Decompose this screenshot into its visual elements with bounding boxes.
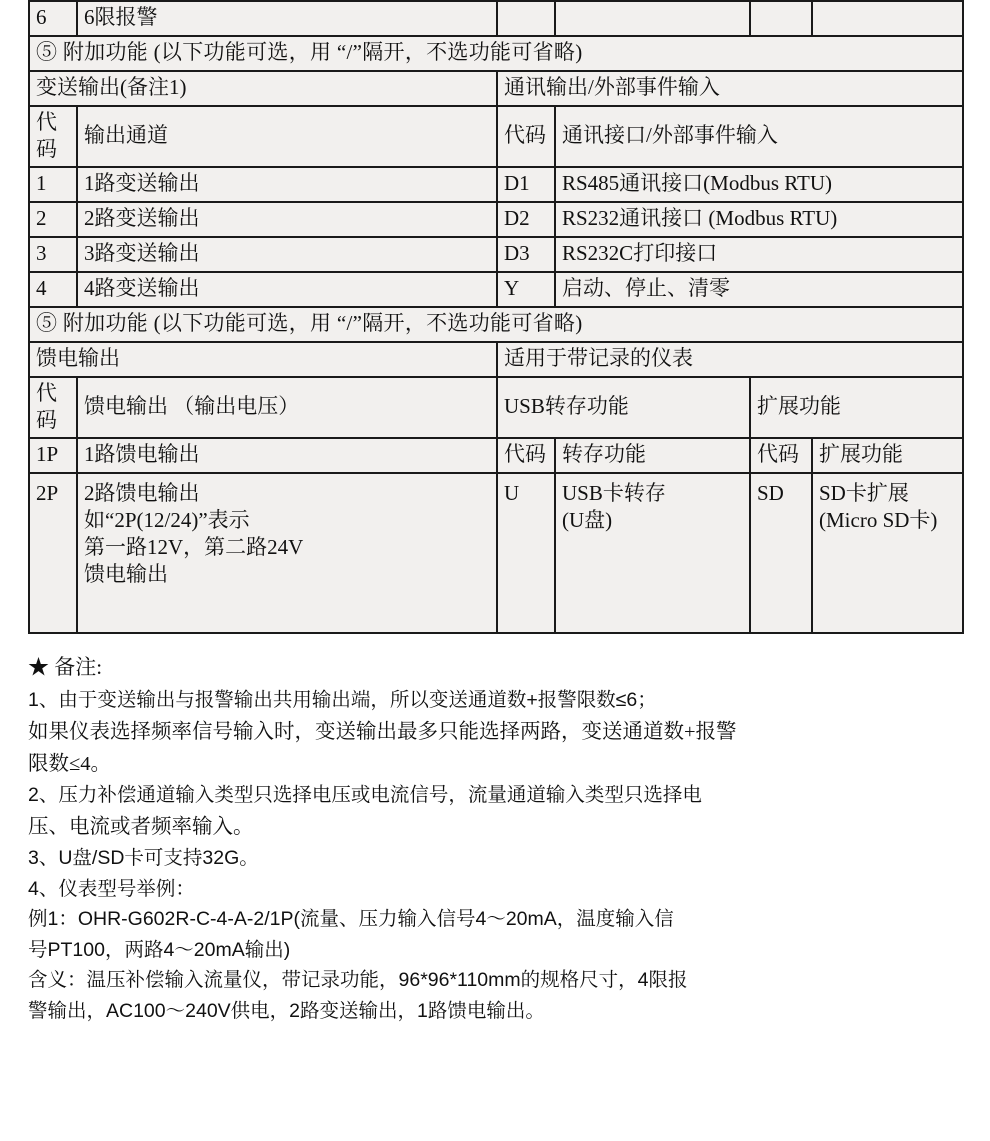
empty-cell-a xyxy=(497,1,555,36)
feed-voltage-header: 馈电输出 （输出电压） xyxy=(77,377,497,439)
notes-section xyxy=(28,652,962,1026)
note-line: 限数≤4。 xyxy=(28,752,112,775)
transmit-row-code: 3 xyxy=(29,237,77,272)
feed-row-code: 1P xyxy=(29,438,77,473)
expansion-title: 扩展功能 xyxy=(750,377,963,439)
transmit-row-name: 3路变送输出 xyxy=(77,237,497,272)
comm-row-name: 启动、停止、清零 xyxy=(555,272,963,307)
note-line: 3、U盘/SD卡可支持32G。 xyxy=(28,846,259,869)
usb-row-line-2: (U盘) xyxy=(562,508,613,533)
table-row xyxy=(29,167,963,202)
transmit-output-title: 变送输出(备注1) xyxy=(29,71,497,106)
feed-row2-name xyxy=(77,473,497,633)
note-line: 2、压力补偿通道输入类型只选择电压或电流信号，流量通道输入类型只选择电 xyxy=(28,784,702,807)
comm-row-code: D1 xyxy=(497,167,555,202)
sd-row-name xyxy=(812,473,963,633)
sd-row-line-2: (Micro SD卡) xyxy=(819,508,938,533)
sd-row-code: SD xyxy=(750,473,812,633)
usb-function-header: 转存功能 xyxy=(555,438,750,473)
expansion-function-header: 扩展功能 xyxy=(812,438,963,473)
feed-row2-code: 2P xyxy=(29,473,77,633)
comm-row-code: D2 xyxy=(497,202,555,237)
comm-row-name: RS232C打印接口 xyxy=(555,237,963,272)
feed-output-title: 馈电输出 xyxy=(29,342,497,377)
transmit-code-header: 代码 xyxy=(29,106,77,168)
note-line: 警输出，AC100～240V供电，2路变送输出，1路馈电输出。 xyxy=(28,1000,545,1022)
sd-row-line-1: SD卡扩展 xyxy=(819,481,909,506)
notes-heading: ★ 备注: xyxy=(28,655,103,680)
transmit-row-code: 1 xyxy=(29,167,77,202)
transmit-row-name: 2路变送输出 xyxy=(77,202,497,237)
expansion-code-header: 代码 xyxy=(750,438,812,473)
comm-code-header: 代码 xyxy=(497,106,555,168)
empty-cell-b xyxy=(555,1,750,36)
alarm-code-cell: 6 xyxy=(29,1,77,36)
table-row xyxy=(29,272,963,307)
alarm-label-cell: 6限报警 xyxy=(77,1,497,36)
table-row xyxy=(29,438,963,473)
note-line: 1、由于变送输出与报警输出共用输出端，所以变送通道数+报警限数≤6； xyxy=(28,689,657,712)
note-line: 号PT100，两路4～20mA输出) xyxy=(28,938,291,961)
feed-row2-line-3: 第一路12V，第二路24V xyxy=(84,535,304,559)
comm-row-code: Y xyxy=(497,272,555,307)
comm-output-title: 通讯输出/外部事件输入 xyxy=(497,71,963,106)
section-title-additional-functions-1: ⑤ 附加功能 (以下功能可选，用 “/”隔开，不选功能可省略) xyxy=(29,36,963,71)
note-line: 4、仪表型号举例： xyxy=(28,877,195,900)
feed-row2-line-1: 2路馈电输出 xyxy=(84,481,200,506)
note-line: 含义：温压补偿输入流量仪，带记录功能，96*96*110mm的规格尺寸，4限报 xyxy=(28,969,688,992)
specification-table xyxy=(28,0,964,634)
feed-row2-line-2: 如“2P(12/24)”表示 xyxy=(84,508,250,533)
comm-row-name: RS485通讯接口(Modbus RTU) xyxy=(555,167,963,202)
feed-row2-line-4: 馈电输出 xyxy=(84,561,168,586)
table-row xyxy=(29,237,963,272)
transmit-row-code: 2 xyxy=(29,202,77,237)
comm-row-code: D3 xyxy=(497,237,555,272)
table-row xyxy=(29,1,963,36)
usb-row-line-1: USB卡转存 xyxy=(562,481,666,506)
feed-row-name: 1路馈电输出 xyxy=(77,438,497,473)
table-row xyxy=(29,377,963,439)
table-row xyxy=(29,36,963,71)
comm-interface-header: 通讯接口/外部事件输入 xyxy=(555,106,963,168)
usb-code-header: 代码 xyxy=(497,438,555,473)
table-row xyxy=(29,342,963,377)
usb-row-code: U xyxy=(497,473,555,633)
section-title-additional-functions-2: ⑤ 附加功能 (以下功能可选，用 “/”隔开，不选功能可省略) xyxy=(29,307,963,342)
table-row xyxy=(29,202,963,237)
empty-cell-d xyxy=(812,1,963,36)
note-line: 如果仪表选择频率信号输入时，变送输出最多只能选择两路，变送通道数+报警 xyxy=(28,720,737,743)
recorder-applicable-title: 适用于带记录的仪表 xyxy=(497,342,963,377)
empty-cell-c xyxy=(750,1,812,36)
usb-transfer-title: USB转存功能 xyxy=(497,377,750,439)
transmit-channel-header: 输出通道 xyxy=(77,106,497,168)
transmit-row-code: 4 xyxy=(29,272,77,307)
usb-row-name xyxy=(555,473,750,633)
table-row xyxy=(29,307,963,342)
note-line: 压、电流或者频率输入。 xyxy=(28,815,254,838)
comm-row-name: RS232通讯接口 (Modbus RTU) xyxy=(555,202,963,237)
transmit-row-name: 1路变送输出 xyxy=(77,167,497,202)
feed-code-header: 代码 xyxy=(29,377,77,439)
table-row xyxy=(29,473,963,633)
note-line: 例1：OHR-G602R-C-4-A-2/1P(流量、压力输入信号4～20mA，温度输入信 xyxy=(28,908,674,931)
table-row xyxy=(29,71,963,106)
transmit-row-name: 4路变送输出 xyxy=(77,272,497,307)
table-row xyxy=(29,106,963,168)
